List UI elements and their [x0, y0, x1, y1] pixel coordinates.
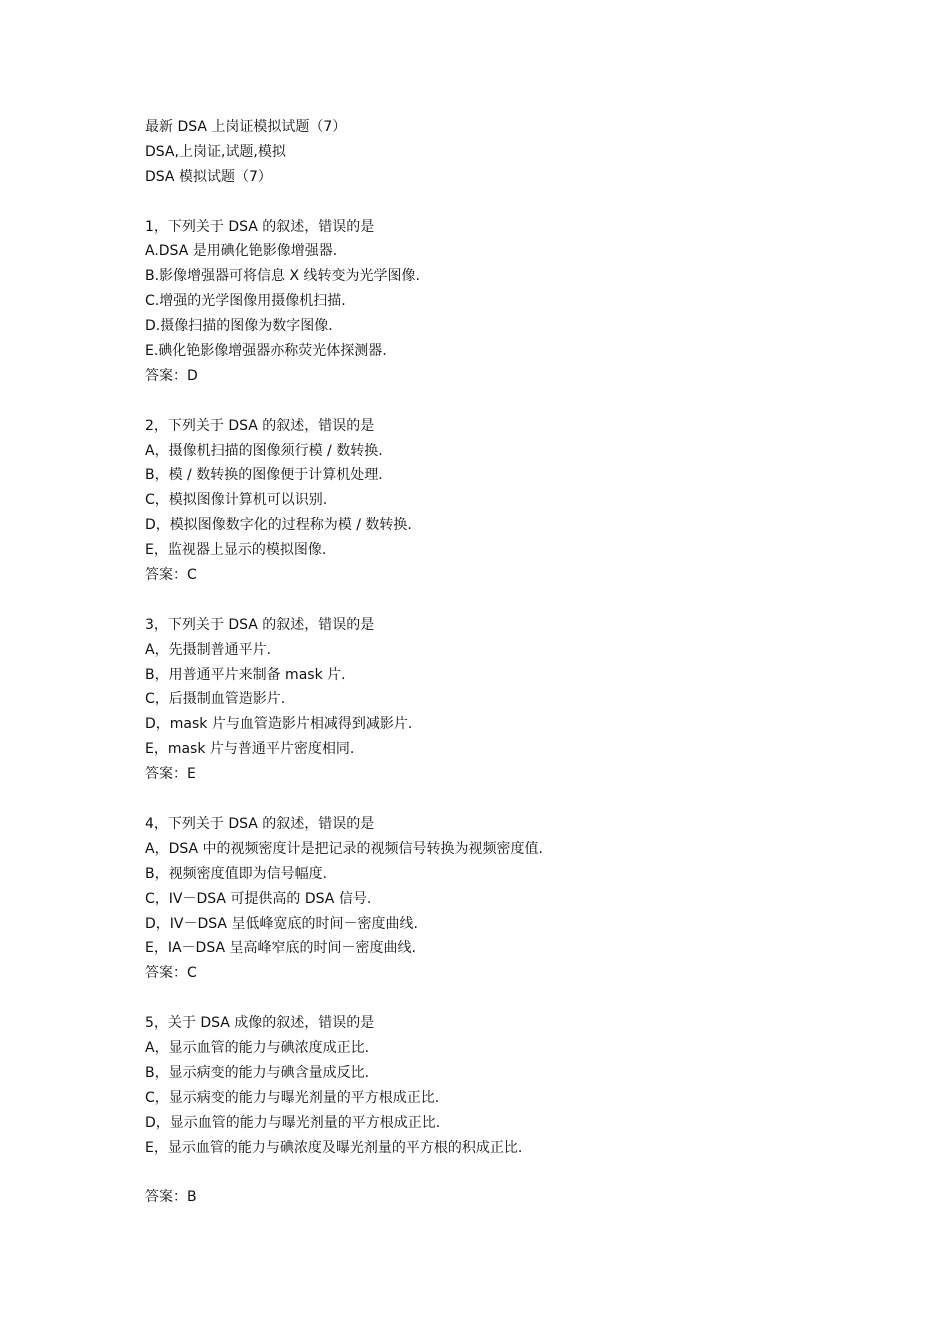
question-answer: 答案：C: [145, 567, 197, 584]
question-option: E，监视器上显示的模拟图像.: [145, 542, 327, 559]
question-option: E.碘化铯影像增强器亦称荧光体探测器.: [145, 343, 387, 360]
question-block: [145, 215, 905, 389]
document-keywords: DSA,上岗证,试题,模拟: [145, 143, 286, 160]
question-answer: 答案：D: [145, 367, 198, 384]
spacer: [145, 787, 905, 812]
spacer: [145, 588, 905, 613]
question-block: [145, 1011, 905, 1210]
question-option: B，显示病变的能力与碘含量成反比.: [145, 1064, 370, 1081]
question-option: C，后摄制血管造影片.: [145, 691, 286, 708]
question-option: B，模 / 数转换的图像便于计算机处理.: [145, 467, 383, 484]
question-stem: 5，关于 DSA 成像的叙述，错误的是: [145, 1015, 375, 1032]
question-option: E，mask 片与普通平片密度相同.: [145, 741, 355, 758]
question-option: A，DSA 中的视频密度计是把记录的视频信号转换为视频密度值.: [145, 840, 543, 857]
document-title: 最新 DSA 上岗证模拟试题（7）: [145, 119, 347, 135]
spacer: [145, 986, 905, 1011]
question-block: [145, 613, 905, 787]
question-answer: 答案：B: [145, 1189, 197, 1206]
question-answer: 答案：E: [145, 766, 196, 783]
question-option: B，用普通平片来制备 mask 片.: [145, 666, 346, 683]
question-option: A，先摄制普通平片.: [145, 641, 272, 658]
spacer: [145, 190, 905, 215]
question-option: E，显示血管的能力与碘浓度及曝光剂量的平方根的积成正比.: [145, 1139, 523, 1156]
question-option: C，显示病变的能力与曝光剂量的平方根成正比.: [145, 1089, 440, 1106]
question-option: A.DSA 是用碘化铯影像增强器.: [145, 243, 338, 260]
question-option: B.影像增强器可将信息 X 线转变为光学图像.: [145, 268, 420, 285]
document-page: [145, 115, 905, 1210]
question-option: D，IV－DSA 呈低峰宽底的时间－密度曲线.: [145, 915, 418, 932]
question-option: D，显示血管的能力与曝光剂量的平方根成正比.: [145, 1114, 441, 1131]
question-stem: 4，下列关于 DSA 的叙述，错误的是: [145, 815, 375, 832]
question-option: D，mask 片与血管造影片相减得到减影片.: [145, 716, 413, 733]
question-option: C，IV－DSA 可提供高的 DSA 信号.: [145, 890, 372, 907]
question-block: [145, 414, 905, 588]
spacer: [145, 389, 905, 414]
document-subtitle: DSA 模拟试题（7）: [145, 168, 272, 185]
spacer: [145, 1160, 905, 1185]
question-answer: 答案：C: [145, 965, 197, 982]
question-option: D，模拟图像数字化的过程称为模 / 数转换.: [145, 517, 412, 534]
question-stem: 1，下列关于 DSA 的叙述，错误的是: [145, 218, 375, 235]
question-option: D.摄像扫描的图像为数字图像.: [145, 318, 333, 335]
question-option: C，模拟图像计算机可以识别.: [145, 492, 328, 509]
question-option: B，视频密度值即为信号幅度.: [145, 865, 328, 882]
question-option: A，摄像机扫描的图像须行模 / 数转换.: [145, 442, 383, 459]
question-option: A，显示血管的能力与碘浓度成正比.: [145, 1039, 370, 1056]
question-stem: 3，下列关于 DSA 的叙述，错误的是: [145, 616, 375, 633]
question-block: [145, 812, 905, 986]
question-option: E，IA－DSA 呈高峰窄底的时间－密度曲线.: [145, 940, 416, 957]
question-stem: 2，下列关于 DSA 的叙述，错误的是: [145, 417, 375, 434]
question-option: C.增强的光学图像用摄像机扫描.: [145, 293, 346, 310]
